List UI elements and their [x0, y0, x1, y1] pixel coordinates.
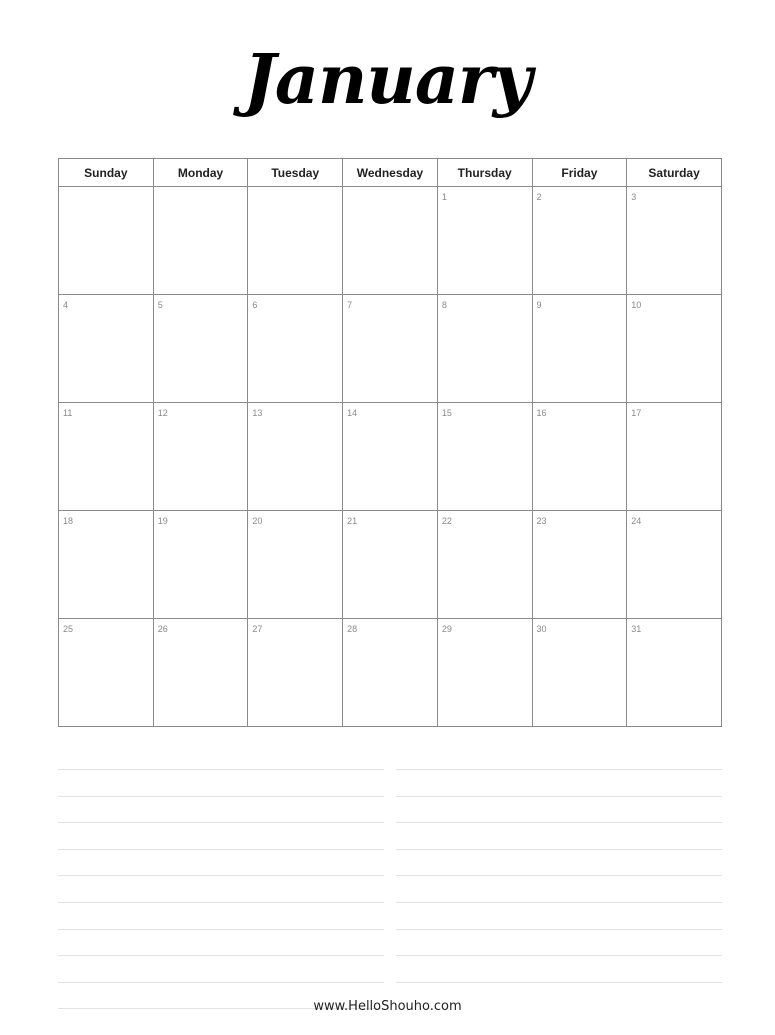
weekday-header: Sunday	[59, 159, 154, 187]
note-line	[58, 902, 384, 903]
day-number: 12	[157, 408, 168, 418]
weekday-header: Thursday	[437, 159, 532, 187]
footer-website: www.HelloShouho.com	[313, 999, 462, 1014]
day-cell	[532, 403, 627, 511]
day-cell	[248, 187, 343, 295]
day-cell	[153, 511, 248, 619]
note-line	[58, 849, 384, 850]
week-row	[59, 511, 722, 619]
day-cell	[343, 187, 438, 295]
weekday-header-row	[59, 159, 722, 187]
day-number: 16	[536, 408, 547, 418]
day-number: 8	[441, 300, 447, 310]
day-cell	[153, 403, 248, 511]
note-line	[58, 822, 384, 823]
note-line	[58, 769, 384, 770]
day-cell	[59, 511, 154, 619]
day-cell	[248, 403, 343, 511]
note-line	[396, 955, 722, 956]
day-cell	[153, 295, 248, 403]
weekday-header: Saturday	[627, 159, 722, 187]
note-line	[396, 769, 722, 770]
day-cell	[532, 619, 627, 727]
week-row	[59, 403, 722, 511]
note-line	[58, 929, 384, 930]
day-number: 27	[252, 624, 263, 634]
day-number: 30	[536, 624, 547, 634]
day-number: 26	[157, 624, 168, 634]
day-cell	[59, 403, 154, 511]
day-cell	[248, 619, 343, 727]
day-cell	[437, 187, 532, 295]
day-number: 4	[63, 300, 69, 310]
day-number: 15	[441, 408, 452, 418]
notes-lines-left	[58, 769, 384, 1035]
day-number: 5	[157, 300, 163, 310]
note-line	[396, 982, 722, 983]
week-row	[59, 187, 722, 295]
month-title: January	[243, 40, 532, 120]
weekday-header: Friday	[532, 159, 627, 187]
day-cell	[153, 187, 248, 295]
day-cell	[248, 511, 343, 619]
day-number: 10	[631, 300, 642, 310]
note-line	[396, 796, 722, 797]
weekday-header: Wednesday	[343, 159, 438, 187]
day-cell	[627, 187, 722, 295]
day-number: 9	[536, 300, 542, 310]
day-number: 1	[441, 192, 447, 202]
day-number: 7	[347, 300, 353, 310]
day-number: 3	[631, 192, 637, 202]
note-line	[396, 929, 722, 930]
day-number	[343, 187, 437, 192]
day-cell	[343, 295, 438, 403]
day-cell	[532, 187, 627, 295]
day-cell	[627, 295, 722, 403]
note-line	[396, 822, 722, 823]
day-cell	[627, 403, 722, 511]
day-cell	[437, 619, 532, 727]
day-cell	[153, 619, 248, 727]
day-number: 23	[536, 516, 547, 526]
day-number: 14	[347, 408, 358, 418]
day-cell	[248, 295, 343, 403]
day-cell	[59, 187, 154, 295]
day-number: 2	[536, 192, 542, 202]
day-number: 20	[252, 516, 263, 526]
day-cell	[437, 511, 532, 619]
day-number: 17	[631, 408, 642, 418]
day-number	[154, 187, 248, 192]
note-line	[58, 982, 384, 983]
week-row	[59, 295, 722, 403]
calendar-grid	[58, 158, 722, 727]
day-cell	[343, 619, 438, 727]
day-number: 29	[441, 624, 452, 634]
day-cell	[59, 295, 154, 403]
day-number: 18	[63, 516, 74, 526]
day-number: 13	[252, 408, 263, 418]
day-number: 28	[347, 624, 358, 634]
day-number: 21	[347, 516, 358, 526]
day-number: 31	[631, 624, 642, 634]
note-line	[58, 796, 384, 797]
day-cell	[627, 511, 722, 619]
day-cell	[343, 511, 438, 619]
day-number: 6	[252, 300, 258, 310]
day-cell	[627, 619, 722, 727]
notes-lines-right	[396, 769, 722, 1008]
note-line	[396, 875, 722, 876]
day-cell	[343, 403, 438, 511]
day-number	[248, 187, 342, 192]
week-row	[59, 619, 722, 727]
day-cell	[532, 295, 627, 403]
day-number: 11	[63, 408, 73, 418]
day-number: 24	[631, 516, 642, 526]
note-line	[396, 849, 722, 850]
day-number	[59, 187, 153, 192]
weekday-header: Tuesday	[248, 159, 343, 187]
day-cell	[59, 619, 154, 727]
day-cell	[437, 295, 532, 403]
note-line	[58, 955, 384, 956]
day-cell	[437, 403, 532, 511]
day-number: 25	[63, 624, 74, 634]
note-line	[396, 902, 722, 903]
weekday-header: Monday	[153, 159, 248, 187]
day-cell	[532, 511, 627, 619]
day-number: 22	[441, 516, 452, 526]
day-number: 19	[157, 516, 168, 526]
note-line	[58, 875, 384, 876]
